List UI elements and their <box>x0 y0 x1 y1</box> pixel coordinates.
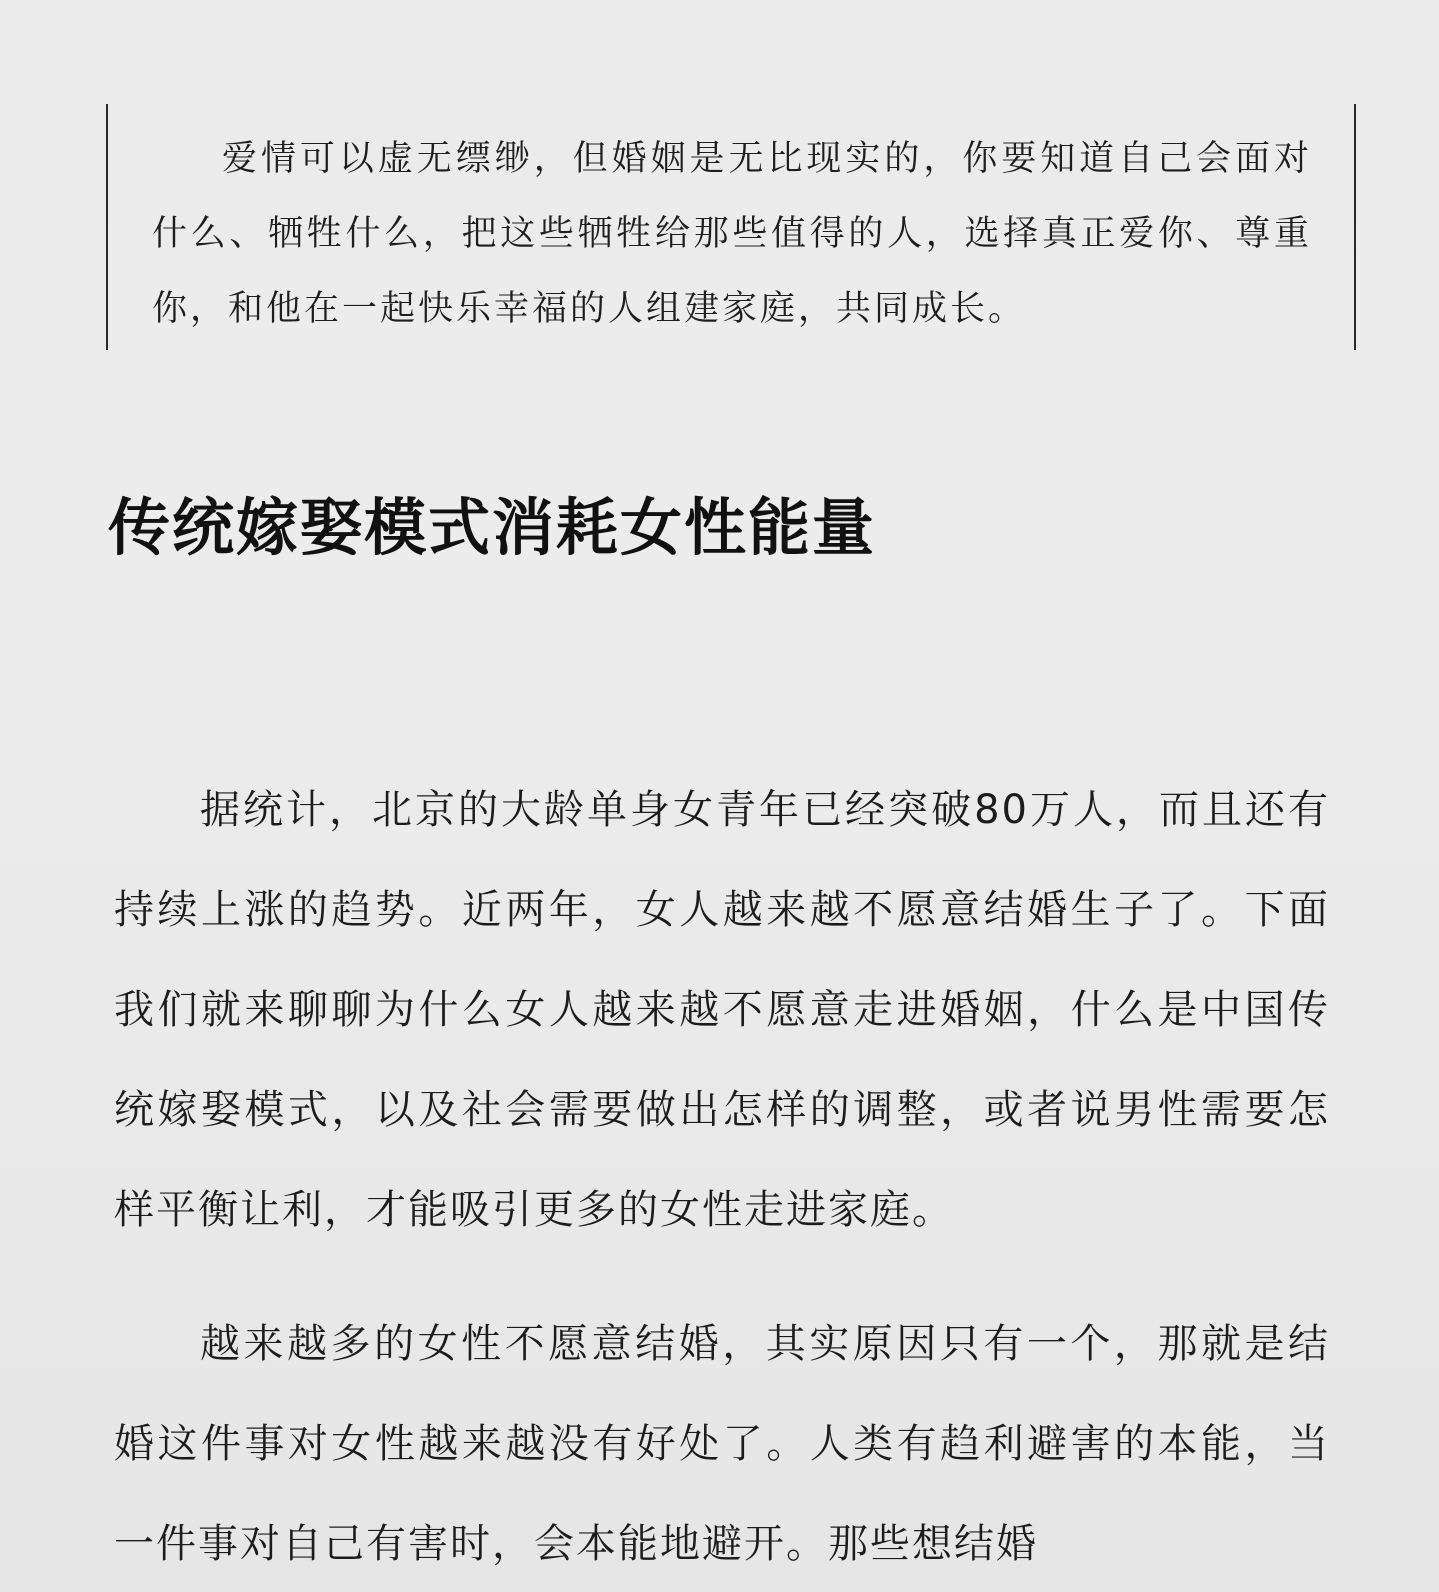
quote-text: 爱情可以虚无缥缈，但婚姻是无比现实的，你要知道自己会面对什么、牺牲什么，把这些牺牲给那些值得的人，选择真正爱你、尊重你，和他在一起快乐幸福的人组建家庭，共同成长。 <box>152 139 1312 329</box>
body-paragraph-1: 据统计，北京的大龄单身女青年已经突破80万人，而且还有持续上涨的趋势。近两年，女人越来越不愿意结婚生子了。下面我们就来聊聊为什么女人越来越不愿意走进婚姻，什么是中国传统嫁娶模式，以及社会需要做出怎样的调整，或者说男性需要怎样平衡让利，才能吸引更多的女性走进家庭。 <box>114 787 1330 1233</box>
body-paragraph-2: 越来越多的女性不愿意结婚，其实原因只有一个，那就是结婚这件事对女性越来越没有好处了。人类有趋利避害的本能，当一件事对自己有害时，会本能地避开。那些想结婚 <box>114 1321 1330 1567</box>
quote-box <box>106 104 1356 350</box>
section-heading: 传统嫁娶模式消耗女性能量 <box>108 491 877 564</box>
